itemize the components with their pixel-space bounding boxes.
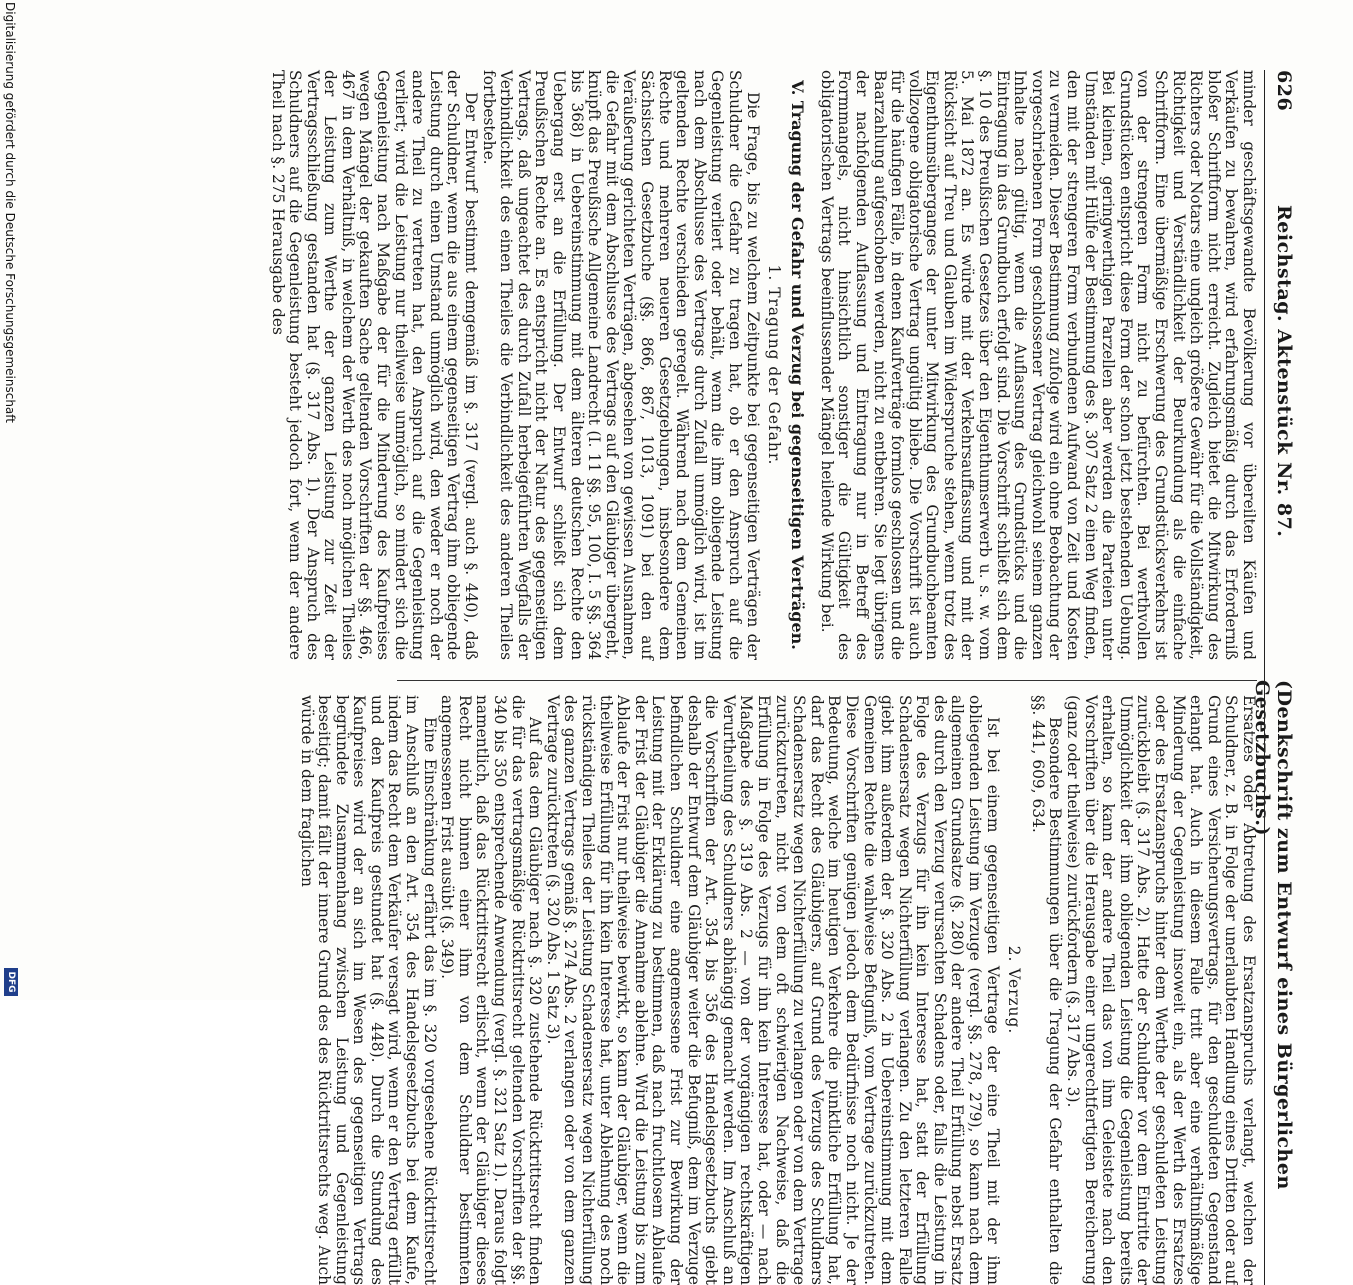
left-column: [268, 70, 1258, 661]
digitization-footer: [0, 0, 18, 1000]
paragraph: Ist bei einem gegenseitigen Vertrage der eine Theil mit der ihm obliegenden Leistung im Verzuge (vergl. §§. 278, 279), so kann nach dem allgemeinen Grundsatze (§. 280) der andere Theil Erfüllung nebst Ersatz des durch den Verzug verursachten Schadens oder, falls die Leistung in Folge des Verzugs für ihn kein Interesse hat, statt der Erfüllung Schadensersatz wegen Nichterfüllung verlangen. Zu den letzteren Falle giebt ihm außerdem der §. 320 Abs. 2 in Uebereinstimmung mit dem Gemeinen Rechte die wahlweise Befugniß, vom Vertrage zurückzutreten. Diese Vorschriften genügen jedoch dem Bedürfnisse noch nicht. Je der Bedeutung, welche im heutigen Verkehre die pünktliche Erfüllung hat, darf das Recht des Gläubigers, auf Grund des Verzugs des Schuldners Schadensersatz wegen Nichterfüllung zu verlangen oder von dem Vertrage zurückzutreten, nicht von dem oft schwierigen Nachweise, daß die Erfüllung in Folge des Verzugs für ihn kein Interesse hat, oder — nach Maßgabe des §. 319 Abs. 2 — von der vorgängigen rechtskräftigen Verurtheilung des Schuldners abhängig gemacht werden. Im Anschluß an die Vorschriften der Art. 354 bis 356 des Handelsgesetzbuchs giebt deshalb der Entwurf dem Gläubiger weiter die Befugniß, dem im Verzuge befindlichen Schuldner eine angemessene Frist zur Bewirkung der Leistung mit der Erklärung zu bestimmen, daß nach fruchtlosem Ablaufe der Frist der Gläubiger die Annahme ablehne. Wird die Leistung bis zum Ablaufe der Frist nur theilweise bewirkt, so kann der Gläubiger, wenn die theilweise Erfüllung für ihn kein Interesse hat, unter Ablehnung des noch rückständigen Theiles der Leistung Schadensersatz wegen Nichterfüllung des ganzen Vertrags gemäß §. 274 Abs. 2 verlangen oder von dem ganzen Vertrage zurücktreten (§. 320 Abs. 1 Satz 3).: [543, 695, 1002, 1285]
footer-text: Digitalisierung gefördert durch die Deutsche Forschungsgemeinschaft: [3, 2, 17, 424]
page-header: [1251, 70, 1301, 1285]
column-divider: [397, 680, 1257, 681]
page-number: 626: [1273, 70, 1295, 112]
paragraph: Auf das dem Gläubiger nach §. 320 zustehende Rücktrittsrecht finden die für das vertragsmäßige Rücktrittsrecht geltenden Vorschriften der §§. 340 bis 350 entsprechende Anwendung (vergl. §. 321 Satz 1). Daraus folgt namentlich, daß das Rücktrittsrecht erlischt, wenn der Gläubiger dieses Recht nicht binnen einer ihm von dem Schuldner bestimmten angemessenen Frist ausübt (§. 349).: [438, 695, 545, 1285]
header-reference: Reichstag. Aktenstück Nr. 87.: [1273, 205, 1295, 538]
section-heading: V. Tragung der Gefahr und Verzug bei gegenseitigen Verträgen.: [788, 80, 808, 650]
header-rule: [1264, 70, 1265, 1285]
right-column: [297, 695, 1258, 1285]
paragraph: Ersatzes oder Abtretung des Ersatzanspruchs verlangt, welchen der Schuldner, z. B. in Folge der unerlaubten Handlung eines Dritten oder auf Grund eines Versicherungsvertrags, für den geschuldeten Gegenstand erlangt hat. Auch in diesem Falle tritt aber eine verhältnißmäßige Minderung der Gegenleistung insoweit ein, als der Werth des Ersatzes oder des Ersatzanspruchs hinter dem Werthe der geschuldeten Leistung zurückbleibt (§. 317 Abs. 2). Hatte der Schuldner vor dem Eintritte der Unmöglichkeit der ihm obliegenden Leistung die Gegenleistung bereits erhalten, so kann der andere Theil das von ihm Geleistete nach den Vorschriften über die Herausgabe einer ungerechtfertigten Bereicherung (ganz oder theilweise) zurückfordern (§. 317 Abs. 3).: [1064, 695, 1258, 1285]
sub-heading: 2. Verzug.: [1005, 945, 1024, 1035]
paragraph: Der Entwurf bestimmt demgemäß im §. 317 (vergl. auch §. 440), daß der Schuldner, wenn die aus einem gegenseitigen Vertrag ihm obliegende Leistung durch einen Umstand unmöglich wird, den weder er noch der andere Theil zu vertreten hat, den Anspruch auf die Gegenleistung verliert; wird die Leistung nur theilweise unmöglich, so mindert sich die Gegenleistung nach Maßgabe der für die Minderung des Kaufpreises wegen Mängel der gekauften Sache geltenden Vorschriften der §§. 466, 467 in dem Verhältniß, in welchem der Werth des noch möglichen Theiles der Leistung zum Werthe der ganzen Leistung zur Zeit der Vertragsschließung gestanden hat (§. 317 Abs. 1). Der Anspruch des Schuldners auf die Gegenleistung besteht jedoch fort, wenn der andere Theil nach §. 275 Herausgabe des: [268, 70, 481, 660]
dfg-logo: DFG: [4, 968, 18, 996]
paragraph: Besondere Bestimmungen über die Tragung der Gefahr enthalten die §§. 441, 609, 634.: [1028, 695, 1065, 1285]
sub-heading: 1. Tragung der Gefahr.: [765, 264, 784, 466]
header-title: (Denkschrift zum Entwurf eines Bürgerlichen Gesetzbuchs.): [1251, 680, 1295, 1190]
paragraph: Eine Einschränkung erfährt das im §. 320 vorgesehene Rücktrittsrecht im Anschluß an den Art. 354 des Handelsgesetzbuchs bei dem Kaufe, indem das Recht dem Verkäufer versagt wird, wenn er den Vertrag erfüllt und den Kaufpreis gestundet hat (§. 448). Durch die Stundung des Kaufpreises wird der an sich im Wesen des gegenseitigen Vertrags begründete Zusammenhang zwischen Leistung und Gegenleistung beseitigt; damit fällt der innere Grund des des Rücktrittsrechts weg. Auch würde in dem fraglichen: [297, 695, 439, 1285]
paragraph: minder geschäftsgewandte Bevölkerung vor übereilten Käufen und Verkäufen zu bewahren, wird erfahrungsmäßig durch das Erforderniß bloßer Schriftform nicht erreicht. Zugleich bietet die Mitwirkung des Richters oder Notars eine ungleich größere Gewähr für die Vollständigkeit, Richtigkeit und Verständlichkeit der Beurkundung als die einfache Schriftform. Eine übermäßige Erschwerung des Grundstücksverkehrs ist von der strengeren Form nicht zu befürchten. Bei werthvollen Grundstücken entspricht diese Form der schon jetzt bestehenden Uebung. Bei kleinen, geringwerthigen Parzellen aber werden die Parteien unter Umständen mit Hülfe der Bestimmung des §. 307 Satz 2 einen Weg finden, den mit der strengeren Form verbundenen Aufwand von Zeit und Kosten zu vermeiden. Dieser Bestimmung zufolge wird ein ohne Beobachtung der vorgeschriebenen Form geschlossener Vertrag gleichwohl seinem ganzen Inhalte nach gültig, wenn die Auflassung des Grundstücks und die Eintragung in das Grundbuch erfolgt sind. Die Vorschrift schließt sich dem §. 10 des Preußischen Gesetzes über den Eigenthumserwerb u. s. w. vom 5. Mai 1872 an. Es würde mit der Verkehrsauffassung und mit der Rücksicht auf Treu und Glauben im Widerspruche stehen, wenn trotz des Eigenthumsüberganges der unter Mitwirkung des Grundbuchbeamten vollzogene obligatorische Vertrag ungültig bliebe. Die Vorschrift ist auch für die häufigen Fälle, in denen Kaufverträge formlos geschlossen und die Baarzahlung aufgeschoben werden, nicht zu entbehren. Sie legt übrigens der nachfolgenden Auflassung und Eintragung nur in Betreff des Formmangels, nicht hinsichtlich sonstiger die Gültigkeit des obligatorischen Vertrags beeinflussender Mängel heilende Wirkung bei.: [817, 70, 1258, 661]
paragraph: Die Frage, bis zu welchem Zeitpunkte bei gegenseitigen Verträgen der Schuldner die Gefahr zu tragen hat, ob er den Anspruch auf die Gegenleistung verliert oder behält, wenn die ihm obliegende Leistung nach dem Abschlusse des Vertrags durch Zufall unmöglich wird, ist im geltenden Rechte verschieden geregelt. Während nach dem Gemeinen Rechte und mehreren neueren Gesetzgebungen, insbesondere dem Sächsischen Gesetzbuche (§§. 866, 867, 1013, 1091) bei den auf Veräußerung gerichteten Verträgen, abgesehen von gewissen Ausnahmen, die Gefahr mit dem Abschlusse des Vertrags auf den Gläubiger übergeht, knüpft das Preußische Allgemeine Landrecht (I. 11 §§. 95, 100, I. 5 §§. 364 bis 368) in Uebereinstimmung mit dem älteren deutschen Rechte den Uebergang erst an die Erfüllung. Der Entwurf schließt sich dem Preußischen Rechte an. Es entspricht nicht der Natur des gegenseitigen Vertrags, daß ungeachtet des durch Zufall herbeigeführten Wegfalls der Verbindlichkeit des einen Theiles die Verbindlichkeit des anderen Theiles fortbestehe.: [479, 70, 762, 660]
